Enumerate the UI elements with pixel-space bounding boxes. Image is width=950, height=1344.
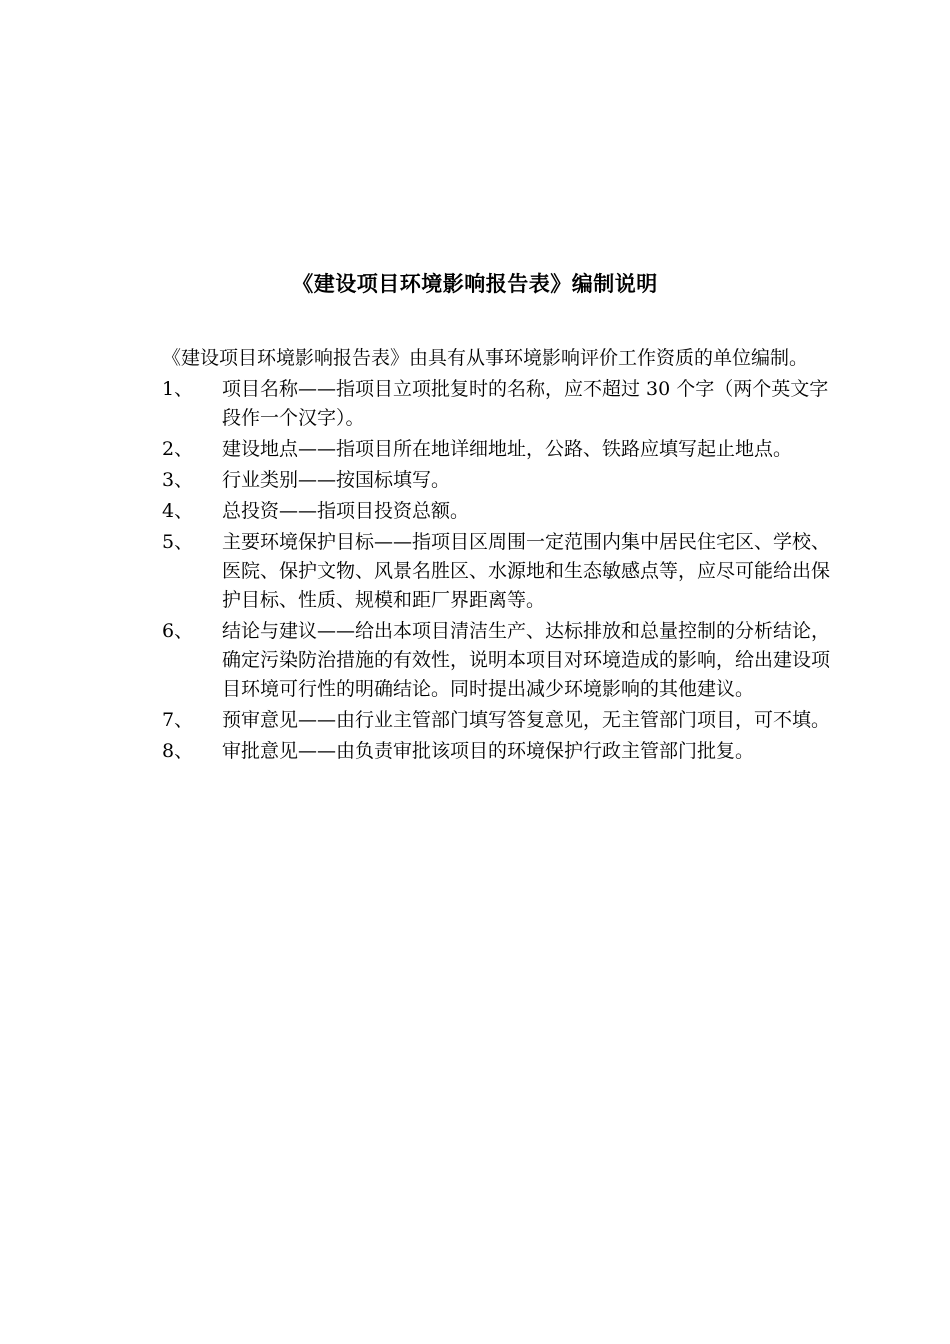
list-item-number: 7、 — [162, 709, 194, 731]
list-item-number: 3、 — [162, 469, 194, 491]
list-item — [162, 617, 842, 704]
list-item-text: 项目名称——指项目立项批复时的名称，应不超过 30 个字（两个英文字段作一个汉字）。 — [222, 378, 829, 429]
list-item-text: 预审意见——由行业主管部门填写答复意见，无主管部门项目，可不填。 — [222, 709, 831, 731]
document-title: 《建设项目环境影响报告表》编制说明 — [292, 272, 658, 296]
list-item — [162, 528, 842, 615]
list-item — [162, 706, 842, 735]
list-item-number: 8、 — [162, 740, 194, 762]
list-item-number: 5、 — [162, 531, 194, 553]
list-item-number: 4、 — [162, 500, 194, 522]
list-item — [162, 497, 842, 526]
list-item-text: 总投资——指项目投资总额。 — [222, 500, 470, 522]
list-item-number: 6、 — [162, 620, 194, 642]
list-item-number: 2、 — [162, 438, 194, 460]
list-item — [162, 737, 842, 766]
list-item-text: 主要环境保护目标——指项目区周围一定范围内集中居民住宅区、学校、医院、保护文物、风景名胜区、水源地和生态敏感点等，应尽可能给出保护目标、性质、规模和距厂界距离等。 — [222, 531, 831, 611]
list-item-text: 行业类别——按国标填写。 — [222, 469, 451, 491]
list-item — [162, 435, 842, 464]
intro-paragraph: 《建设项目环境影响报告表》由具有从事环境影响评价工作资质的单位编制。 — [162, 347, 809, 369]
list-item-text: 建设地点——指项目所在地详细地址，公路、铁路应填写起止地点。 — [222, 438, 793, 460]
document-body — [162, 344, 842, 768]
list-item — [162, 375, 842, 433]
list-item-number: 1、 — [162, 378, 194, 400]
list-item — [162, 466, 842, 495]
list-item-text: 审批意见——由负责审批该项目的环境保护行政主管部门批复。 — [222, 740, 755, 762]
list-item-text: 结论与建议——给出本项目清洁生产、达标排放和总量控制的分析结论，确定污染防治措施的有效性，说明本项目对环境造成的影响，给出建设项目环境可行性的明确结论。同时提出减少环境影响的其他建议。 — [222, 620, 831, 700]
